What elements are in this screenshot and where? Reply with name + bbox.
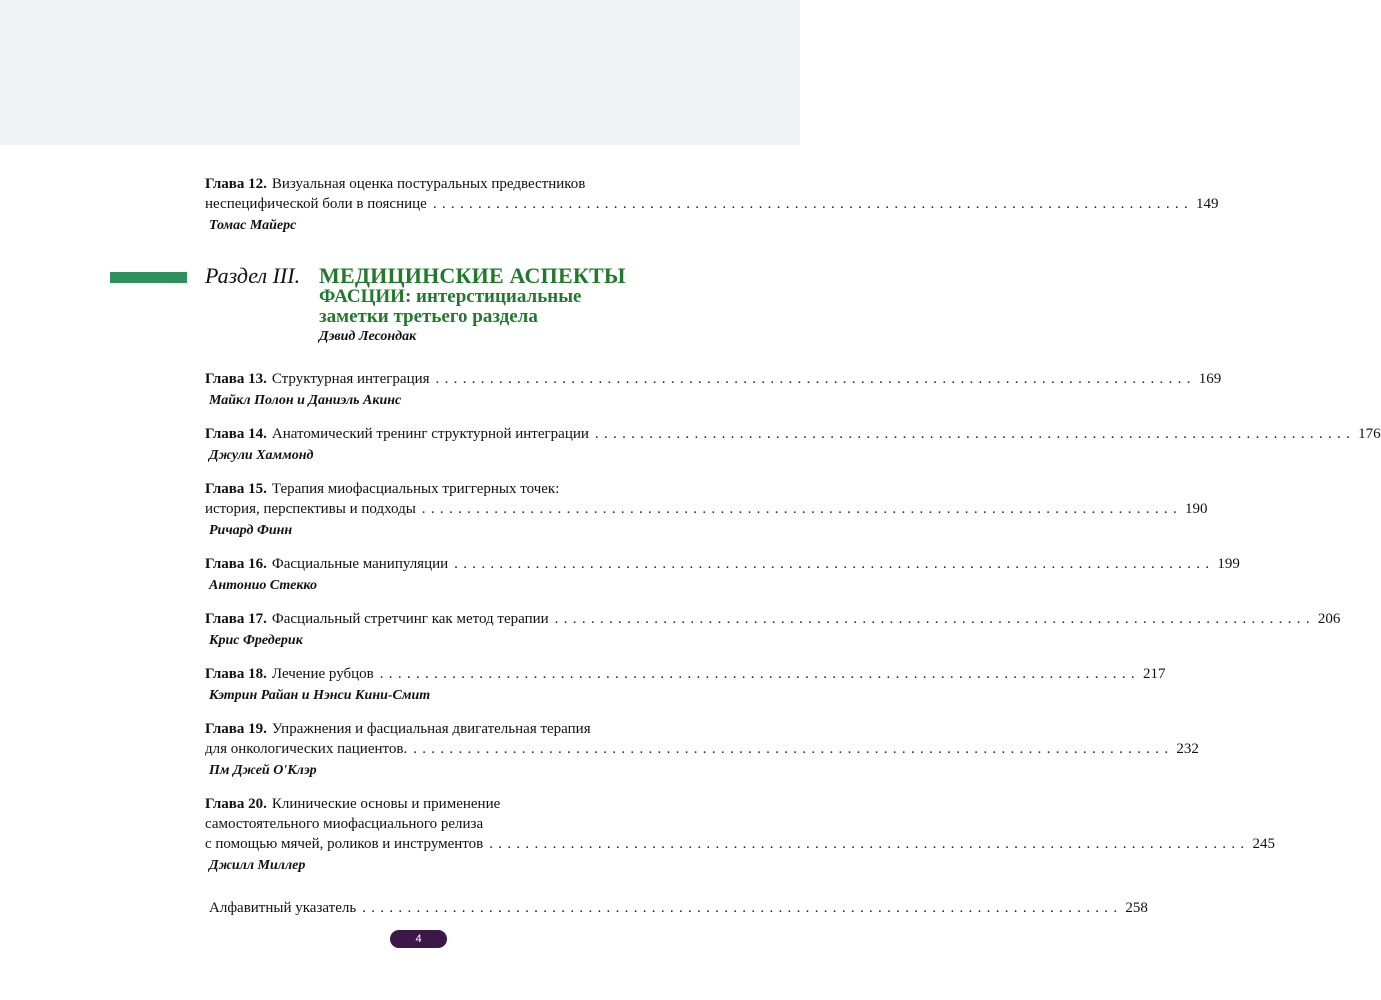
chapter-label: Глава 15. (205, 481, 267, 497)
dot-leaders: .................................................................................... (362, 900, 1123, 916)
page-ref: 258 (1125, 900, 1148, 916)
chapter-title-line: Фасциальные манипуляции (271, 556, 449, 572)
dot-leaders: .................................................................................... (594, 426, 1356, 442)
section-marker-bar (110, 272, 187, 283)
page-ref: 149 (1196, 196, 1219, 212)
chapter-title-line: самостоятельного миофасциального релиза (205, 816, 484, 832)
toc-line (205, 369, 1222, 389)
chapter-title-line: Клинические основы и применение (271, 796, 501, 812)
dot-leaders: .................................................................................... (454, 556, 1215, 572)
section-title-line: заметки третьего раздела (319, 306, 538, 327)
section-title-line: ФАСЦИИ: интерстициальные (319, 286, 582, 307)
chapter-author: Пм Джей О'Клэр (209, 763, 317, 778)
toc-entry-chapter[interactable] (205, 719, 1199, 781)
page-number-badge: 4 (390, 930, 447, 948)
chapter-title-line: Фасциальный стретчинг как метод терапии (271, 611, 549, 627)
chapter-title-line: с помощью мячей, роликов и инструментов (205, 836, 484, 852)
chapter-title-line: Структурная интеграция (271, 371, 430, 387)
chapter-title-line: Анатомический тренинг структурной интеграции (271, 426, 589, 442)
index-label: Алфавитный указатель (209, 900, 357, 916)
page-ref: 217 (1142, 666, 1166, 682)
dot-leaders: .................................................................................... (435, 371, 1196, 387)
chapter-label: Глава 14. (205, 426, 267, 442)
chapter-label: Глава 13. (205, 371, 267, 387)
toc-entry-index[interactable] (205, 898, 1148, 918)
toc-entry-chapter[interactable] (205, 479, 1208, 541)
chapter-author: Джули Хаммонд (209, 448, 314, 463)
page-ref: 169 (1198, 371, 1222, 387)
chapter-label: Глава 16. (205, 556, 267, 572)
toc-line (205, 739, 1199, 759)
section-prefix: Раздел III. (205, 263, 301, 288)
dot-leaders: .................................................................................... (554, 611, 1315, 627)
chapter-author: Джилл Миллер (209, 858, 306, 873)
dot-leaders: .................................................................................... (421, 501, 1182, 517)
section-author: Дэвид Лесондак (319, 329, 417, 344)
chapter-title-line: история, перспективы и подходы (205, 501, 416, 517)
chapter-author: Кэтрин Райан и Нэнси Кини-Смит (209, 688, 431, 703)
toc-line (205, 664, 1166, 684)
chapter-label: Глава 18. (205, 666, 267, 682)
chapter-author: Антонио Стекко (209, 578, 317, 593)
chapter-author: Ричард Финн (209, 523, 293, 538)
chapter-author: Крис Фредерик (209, 633, 303, 648)
page-ref: 190 (1185, 501, 1208, 517)
chapter-label: Глава 20. (205, 796, 267, 812)
toc-line (205, 609, 1341, 629)
chapter-title-line: Визуальная оценка постуральных предвестников (271, 176, 586, 192)
toc-line (205, 174, 727, 194)
toc-entry-chapter[interactable] (205, 664, 1166, 706)
toc-entry-chapter-12[interactable] (205, 174, 1219, 236)
chapter-title-line: неспецифической боли в пояснице (205, 196, 427, 212)
dot-leaders: .................................................................................... (432, 196, 1194, 212)
section-title (319, 265, 626, 327)
chapter-title-line: для онкологических пациентов. (205, 741, 408, 757)
dot-leaders: .................................................................................... (489, 836, 1250, 852)
dot-leaders: .................................................................................... (413, 741, 1174, 757)
top-band (0, 0, 800, 145)
page-ref: 206 (1317, 611, 1341, 627)
toc-line (205, 834, 1275, 854)
toc-line (205, 479, 727, 499)
toc-line (205, 794, 727, 814)
toc-entry-chapter[interactable] (205, 369, 1222, 411)
toc-line (205, 424, 1381, 444)
toc-line (205, 499, 1208, 519)
chapter-author: Майкл Полон и Даниэль Акинс (209, 393, 402, 408)
toc-entry-chapter[interactable] (205, 609, 1341, 651)
chapter-label: Глава 17. (205, 611, 267, 627)
chapter-label: Глава 19. (205, 721, 267, 737)
page-ref: 245 (1252, 836, 1275, 852)
section-title-line: МЕДИЦИНСКИЕ АСПЕКТЫ (319, 263, 626, 288)
toc-entry-chapter[interactable] (205, 554, 1240, 596)
chapter-title-line: Лечение рубцов (271, 666, 374, 682)
chapter-label: Глава 12. (205, 176, 267, 192)
toc-entry-chapter[interactable] (205, 424, 1381, 466)
page-ref: 232 (1176, 741, 1199, 757)
page-ref: 199 (1217, 556, 1240, 572)
page-ref: 176 (1358, 426, 1381, 442)
toc-entries (205, 369, 1381, 876)
chapter-title-line: Терапия миофасциальных триггерных точек: (271, 481, 560, 497)
chapter-author: Томас Майерс (209, 218, 297, 233)
toc-line (205, 719, 727, 739)
toc-content (205, 174, 1381, 918)
toc-line (205, 814, 727, 834)
section-heading (205, 265, 727, 346)
toc-line (205, 554, 1240, 574)
dot-leaders: .................................................................................... (379, 666, 1140, 682)
toc-line (205, 194, 1219, 214)
chapter-title-line: Упражнения и фасциальная двигательная терапия (271, 721, 591, 737)
toc-entry-chapter[interactable] (205, 794, 1275, 876)
